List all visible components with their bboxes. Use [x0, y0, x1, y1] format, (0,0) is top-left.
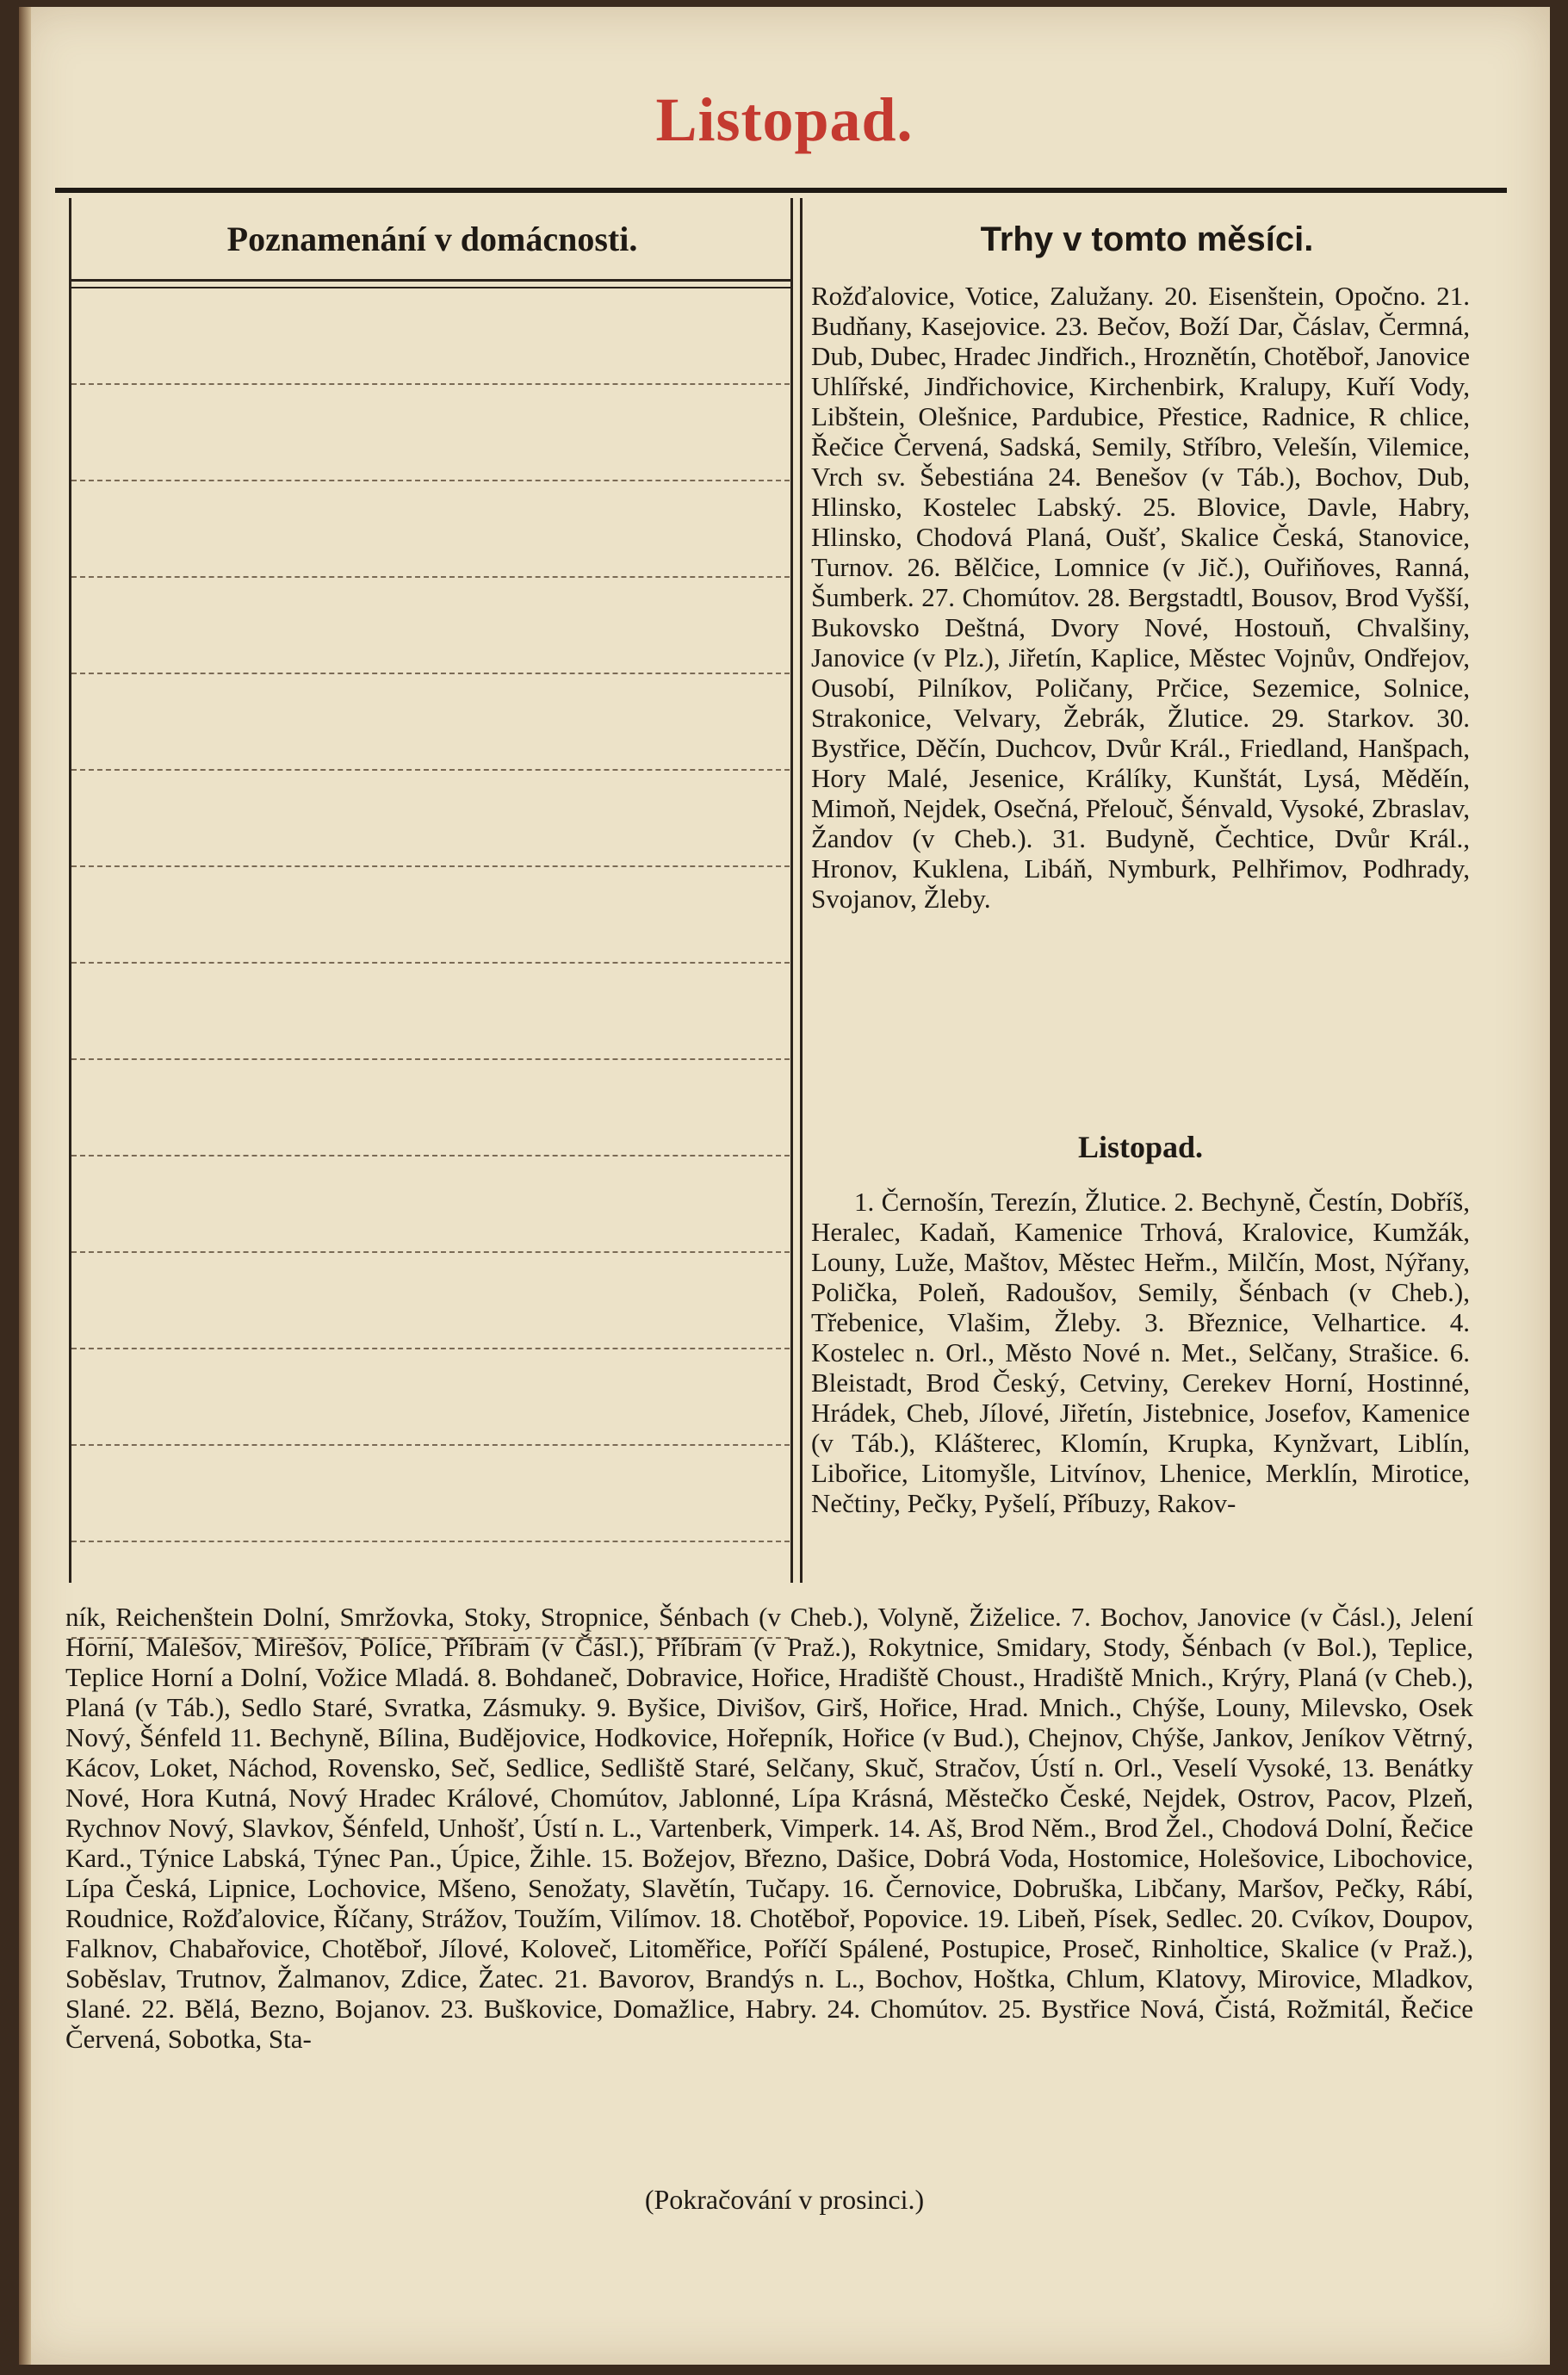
household-notes-column	[69, 198, 793, 1583]
ruled-line	[71, 674, 790, 771]
ruled-line	[71, 288, 790, 385]
ruled-line	[71, 1060, 790, 1156]
markets-heading: Trhy v tomto měsíci.	[980, 220, 1314, 258]
ruled-line	[71, 481, 790, 578]
binding-spine	[19, 7, 31, 2365]
ruled-line	[71, 1156, 790, 1253]
top-rule	[55, 188, 1507, 193]
november-subheading: Listopad.	[1077, 1130, 1204, 1164]
ruled-line	[71, 964, 790, 1060]
ruled-line	[71, 1253, 790, 1349]
ruled-line	[71, 385, 790, 481]
ruled-line	[71, 578, 790, 674]
column-divider	[790, 198, 803, 1583]
page	[19, 7, 1550, 2365]
ruled-line	[71, 867, 790, 964]
markets-previous-month-text: Rožďalovice, Votice, Zalužany. 20. Eisenštein, Opočno. 21. Budňany, Kasejovice. 23. Bečov, Boží Dar, Čáslav, Čermná, Dub, Dubec, Hradec Jindřich., Hroznětín, Chotěboř, Janovice Uhlířské, Jindřichovice, Kirchenbirk, Kralupy, Kuří Vody, Libštein, Olešnice, Pardubice, Přestice, Radnice, R chlice, Řečice Červená, Sadská, Semily, Stříbro, Velešín, Vilemice, Vrch sv. Šebestiána 24. Benešov (v Táb.), Bochov, Dub, Hlinsko, Kostelec Labský. 25. Blovice, Davle, Habry, Hlinsko, Chodová Planá, Oušť, Skalice Česká, Stanovice, Turnov. 26. Bělčice, Lomnice (v Jič.), Ouřiňoves, Ranná, Šumberk. 27. Chomútov. 28. Bergstadtl, Bousov, Brod Vyšší, Bukovsko Deštná, Dvory Nové, Hostouň, Chvalšiny, Janovice (v Plz.), Jiřetín, Kaplice, Městec Vojnův, Ondřejov, Ousobí, Pilníkov, Poličany, Prčice, Sezemice, Solnice, Strakonice, Velvary, Žebrák, Žlutice. 29. Starkov. 30. Bystřice, Děčín, Duchcov, Dvůr Král., Friedland, Hanšpach, Hory Malé, Jesenice, Králíky, Kunštát, Lysá, Měděín, Mimoň, Nejdek, Osečná, Přelouč, Šénvald, Vysoké, Zbraslav, Žandov (v Cheb.). 31. Budyně, Čechtice, Dvůr Král., Hronov, Kuklena, Libáň, Nymburk, Pelhřimov, Podhrady, Svojanov, Žleby.	[811, 281, 1470, 914]
continuation-note: (Pokračování v prosinci.)	[644, 2184, 925, 2215]
markets-november-text: 1. Černošín, Terezín, Žlutice. 2. Bechyně, Čestín, Dobříš, Heralec, Kadaň, Kamenice Trhová, Kralovice, Kumžák, Louny, Luže, Maštov, Městec Heřm., Milčín, Most, Nýřany, Polička, Poleň, Radoušov, Semily, Šénbach (v Cheb.), Třebenice, Vlašim, Žleby. 3. Březnice, Velhartice. 4. Kostelec n. Orl., Město Nové n. Met., Selčany, Strašice. 6. Bleistadt, Brod Český, Cetviny, Cerekev Horní, Hostinné, Hrádek, Cheb, Jílové, Jiřetín, Jistebnice, Josefov, Kamenice (v Táb.), Klášterec, Klomín, Krupka, Kynžvart, Liblín, Libořice, Litomyšle, Litvínov, Lhenice, Merklín, Mirotice, Nečtiny, Pečky, Pyšelí, Příbuzy, Rakov-	[811, 1187, 1470, 1518]
ruled-line	[71, 1446, 790, 1542]
ruled-lines	[71, 288, 793, 1639]
heading-double-rule	[71, 279, 791, 288]
ruled-line	[71, 771, 790, 867]
ruled-line	[71, 1349, 790, 1446]
household-notes-heading: Poznamenání v domácnosti.	[226, 220, 638, 258]
page-title: Listopad.	[655, 85, 914, 154]
markets-november-continued-text: ník, Reichenštein Dolní, Smržovka, Stoky, Stropnice, Šénbach (v Cheb.), Volyně, Žiželice. 7. Bochov, Janovice (v Čásl.), Jelení Horní, Malešov, Mirešov, Police, Příbram (v Čásl.), Příbram (v Praž.), Rokytnice, Smidary, Stody, Šénbach (v Bol.), Teplice, Teplice Horní a Dolní, Vožice Mladá. 8. Bohdaneč, Dobravice, Hořice, Hradiště Choust., Hradiště Mnich., Krýry, Planá (v Cheb.), Planá (v Táb.), Sedlo Staré, Svratka, Zásmuky. 9. Byšice, Divišov, Girš, Hořice, Hrad. Mnich., Chýše, Louny, Milevsko, Osek Nový, Šénfeld 11. Bechyně, Bílina, Budějovice, Hodkovice, Hořepník, Hořice (v Bud.), Chejnov, Chýše, Jankov, Jeníkov Větrný, Kácov, Loket, Náchod, Rovensko, Seč, Sedlice, Sedliště Staré, Selčany, Skuč, Stračov, Ústí n. Orl., Veselí Vysoké, 13. Benátky Nové, Hora Kutná, Nový Hradec Králové, Chomútov, Jablonné, Lípa Krásná, Městečko České, Nejdek, Ostrov, Pacov, Plzeň, Rychnov Nový, Slavkov, Šénfeld, Unhošť, Ústí n. L., Vartenberk, Vimperk. 14. Aš, Brod Něm., Brod Žel., Chodová Dolní, Řečice Kard., Týnice Labská, Týnec Pan., Úpice, Žihle. 15. Božejov, Březno, Dašice, Dobrá Voda, Hostomice, Holešovice, Libochovice, Lípa Česká, Lipnice, Lochovice, Mšeno, Senožaty, Slavětín, Tučapy. 16. Černovice, Dobruška, Libčany, Maršov, Pečky, Rábí, Roudnice, Rožďalovice, Říčany, Strážov, Toužím, Vilímov. 18. Chotěboř, Popovice. 19. Libeň, Písek, Sedlec. 20. Cvíkov, Doupov, Falknov, Chabařovice, Chotěboř, Jílové, Koloveč, Litoměřice, Poříčí Spálené, Postupice, Proseč, Rinholtice, Skalice (v Praž.), Soběslav, Trutnov, Žalmanov, Zdice, Žatec. 21. Bavorov, Brandýs n. L., Bochov, Hoštka, Chlum, Klatovy, Mirovice, Mladkov, Slané. 22. Bělá, Bezno, Bojanov. 23. Buškovice, Domažlice, Habry. 24. Chomútov. 25. Bystřice Nová, Čistá, Rožmitál, Řečice Červená, Sobotka, Sta-	[65, 1602, 1473, 2054]
